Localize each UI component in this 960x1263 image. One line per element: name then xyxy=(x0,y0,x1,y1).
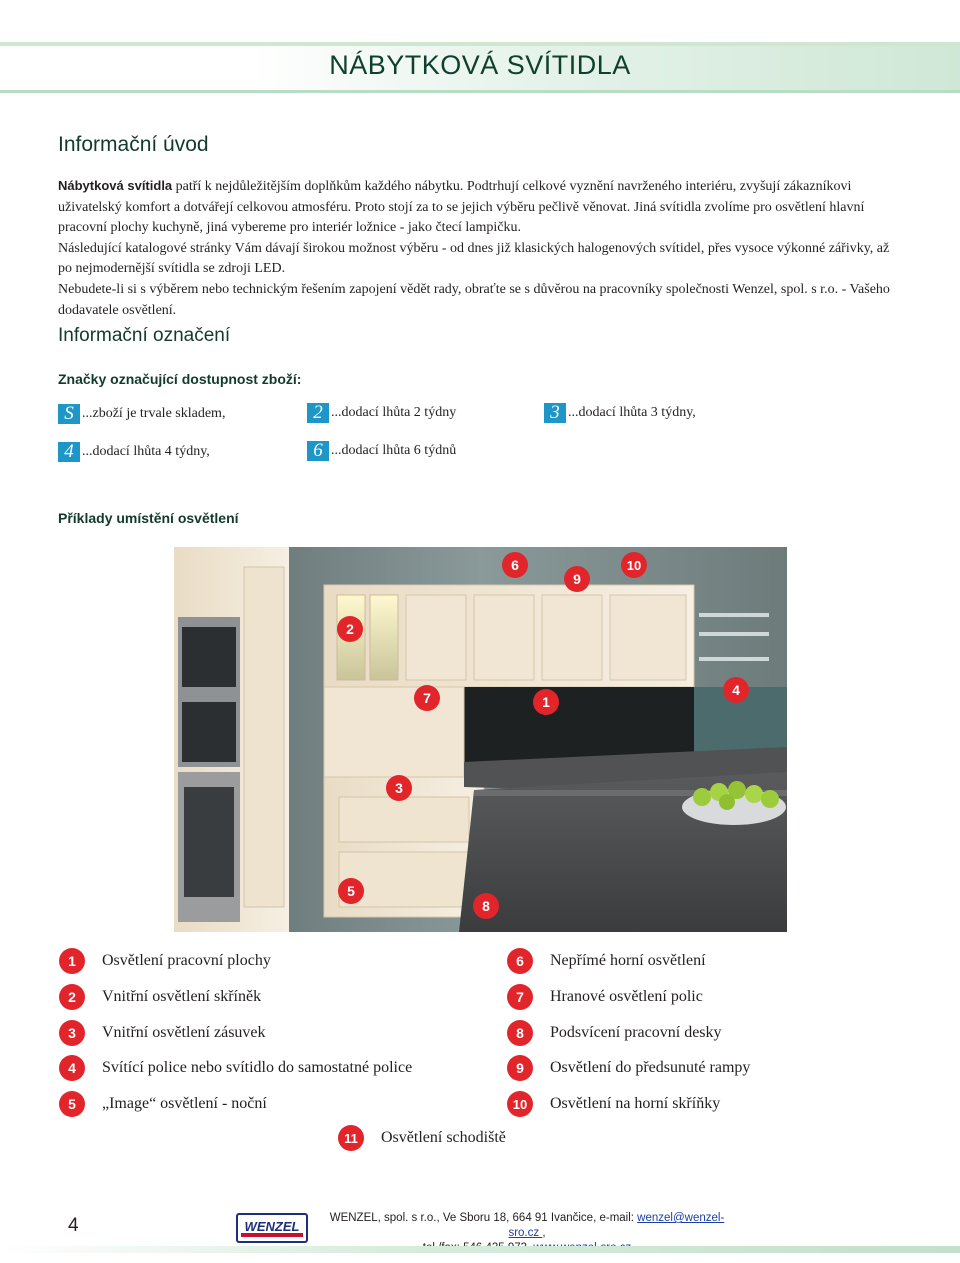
photo-pin-5: 5 xyxy=(338,878,364,904)
marker-badge: 2 xyxy=(307,403,329,423)
legend-number: 4 xyxy=(59,1055,85,1081)
legend-item-9 xyxy=(507,1055,750,1081)
legend-item-2 xyxy=(59,984,261,1010)
marker-badge: 4 xyxy=(58,442,80,462)
legend-label: „Image“ osvětlení - noční xyxy=(102,1095,267,1112)
footer-email-link[interactable]: wenzel@wenzel-sro.cz xyxy=(508,1212,725,1239)
footer-band xyxy=(0,1246,960,1253)
page-number: 4 xyxy=(68,1215,79,1236)
footer-address: WENZEL, spol. s r.o., Ve Sboru 18, 664 91 Ivančice, e-mail: xyxy=(329,1212,638,1224)
legend-number: 11 xyxy=(338,1125,364,1151)
svg-text:WENZEL: WENZEL xyxy=(244,1219,300,1234)
legend-item-3 xyxy=(59,1020,266,1046)
availability-item-4-weeks xyxy=(58,442,210,462)
intro-paragraph-1 xyxy=(58,176,903,239)
legend-number: 10 xyxy=(507,1091,533,1117)
photo-pin-7: 7 xyxy=(414,685,440,711)
legend-item-8 xyxy=(507,1020,722,1046)
photo-pin-10: 10 xyxy=(621,552,647,578)
marker-badge: S xyxy=(58,404,80,424)
legend-label: Osvětlení do předsunuté rampy xyxy=(550,1059,751,1076)
photo-pin-1: 1 xyxy=(533,689,559,715)
legend-item-1 xyxy=(59,948,271,974)
footer-comma: , xyxy=(542,1227,546,1239)
marker-badge: 6 xyxy=(307,441,329,461)
marker-text: ...dodací lhůta 2 týdny xyxy=(331,405,457,420)
availability-item-stock xyxy=(58,404,225,424)
legend-number: 2 xyxy=(59,984,85,1010)
legend-item-4 xyxy=(59,1055,412,1081)
legend-number: 5 xyxy=(59,1091,85,1117)
intro-heading: Informační úvod xyxy=(58,133,209,156)
kitchen-illustration xyxy=(174,547,787,932)
legend-number: 6 xyxy=(507,948,533,974)
intro-text xyxy=(58,176,903,321)
legend-label: Osvětlení na horní skříňky xyxy=(550,1095,721,1112)
legend-item-10 xyxy=(507,1091,720,1117)
photo-pin-2: 2 xyxy=(337,616,363,642)
marker-badge: 3 xyxy=(544,403,566,423)
marker-text: ...dodací lhůta 6 týdnů xyxy=(331,443,457,458)
legend-label: Svítící police nebo svítidlo do samostatné police xyxy=(102,1059,413,1076)
page-title: NÁBYTKOVÁ SVÍTIDLA xyxy=(329,50,631,80)
intro-paragraph-3: Nebudete-li si s výběrem nebo technickým řešením zapojení vědět rady, obraťte se s důvěrou na pracovníky společnosti Wenzel, spol. s r.o. - Vašeho dodavatele osvětlení. xyxy=(58,281,890,318)
legend-number: 1 xyxy=(59,948,85,974)
marker-text: ...zboží je trvale skladem, xyxy=(82,406,226,421)
intro-paragraph-1-rest: patří k nejdůležitějším doplňkům každého nábytku. Podtrhují celkové vyznění navrženého interiéru, zvyšují zákazníkovi uživatelský komfort a dotvářejí celkovou atmosféru. Proto stojí za to se jejich výběru pečlivě věnovat. Jiná svítidla zvolíme pro osvětlení hlavní pracovní plochy kuchyně, jiná vybereme pro interiér ložnice - jako čtecí lampičku. xyxy=(58,179,865,236)
legend-number: 3 xyxy=(59,1020,85,1046)
availability-item-6-weeks xyxy=(307,441,456,461)
legend-label: Vnitřní osvětlení skříněk xyxy=(102,988,262,1005)
legend-item-11 xyxy=(338,1125,506,1151)
legend-label: Nepřímé horní osvětlení xyxy=(550,952,706,969)
kitchen-photo xyxy=(174,547,787,932)
photo-pin-4: 4 xyxy=(723,677,749,703)
availability-item-2-weeks xyxy=(307,403,456,423)
legend-label: Osvětlení pracovní plochy xyxy=(102,952,271,969)
marking-heading: Informační označení xyxy=(58,325,231,346)
photo-pin-9: 9 xyxy=(564,566,590,592)
marking-subheading: Značky označující dostupnost zboží: xyxy=(58,371,302,387)
legend-label: Hranové osvětlení polic xyxy=(550,988,703,1005)
legend-item-6 xyxy=(507,948,706,974)
intro-lead-bold: Nábytková svítidla xyxy=(58,178,173,193)
availability-item-3-weeks xyxy=(544,403,696,423)
legend-item-5 xyxy=(59,1091,267,1117)
legend-label: Osvětlení schodiště xyxy=(381,1129,506,1146)
legend-item-7 xyxy=(507,984,703,1010)
intro-paragraph-2: Následující katalogové stránky Vám dávají širokou možnost výběru - od dnes již klasických halogenových svítidel, přes vysoce výkonné zářivky, až po nejmodernější svítidla se zdroji LED. xyxy=(58,240,890,277)
legend-number: 9 xyxy=(507,1055,533,1081)
marker-text: ...dodací lhůta 4 týdny, xyxy=(82,444,210,459)
wenzel-logo xyxy=(236,1213,308,1243)
footer-line-1 xyxy=(322,1211,732,1241)
examples-heading: Příklady umístění osvětlení xyxy=(58,510,239,526)
photo-pin-6: 6 xyxy=(502,552,528,578)
legend-number: 7 xyxy=(507,984,533,1010)
photo-pin-8: 8 xyxy=(473,893,499,919)
legend-label: Vnitřní osvětlení zásuvek xyxy=(102,1024,266,1041)
marker-text: ...dodací lhůta 3 týdny, xyxy=(568,405,696,420)
legend-label: Podsvícení pracovní desky xyxy=(550,1024,722,1041)
photo-pin-3: 3 xyxy=(386,775,412,801)
legend-number: 8 xyxy=(507,1020,533,1046)
